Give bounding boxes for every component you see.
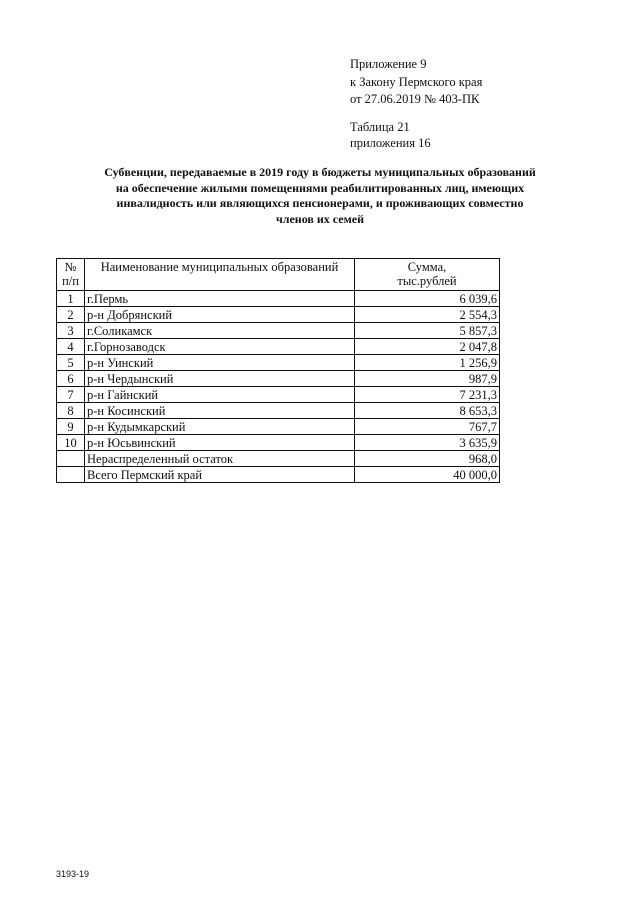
row-name: р-н Гайнский xyxy=(85,387,355,403)
row-name: р-н Кудымкарский xyxy=(85,419,355,435)
header-name: Наименование муниципальных образований xyxy=(85,259,355,291)
row-sum: 987,9 xyxy=(355,371,500,387)
document-code: 3193-19 xyxy=(56,869,90,879)
table-body xyxy=(57,291,500,483)
table-appendix: приложения 16 xyxy=(350,136,431,150)
row-sum: 767,7 xyxy=(355,419,500,435)
row-number: 8 xyxy=(57,403,85,419)
row-number: 1 xyxy=(57,291,85,307)
table-row xyxy=(57,323,500,339)
row-sum: 7 231,3 xyxy=(355,387,500,403)
title-line-3: инвалидность или являющихся пенсионерами, и проживающих совместно xyxy=(116,196,524,210)
row-number: 9 xyxy=(57,419,85,435)
row-sum: 1 256,9 xyxy=(355,355,500,371)
row-name: р-н Чердынский xyxy=(85,371,355,387)
appendix-date: от 27.06.2019 № 403-ПК xyxy=(350,92,480,106)
row-name: Всего Пермский край xyxy=(85,467,355,483)
header-sum xyxy=(355,259,500,291)
document-title xyxy=(40,165,600,227)
table-reference xyxy=(350,119,431,151)
row-sum: 8 653,3 xyxy=(355,403,500,419)
row-number: 10 xyxy=(57,435,85,451)
row-sum: 2 554,3 xyxy=(355,307,500,323)
row-name: р-н Юсьвинский xyxy=(85,435,355,451)
table-row xyxy=(57,419,500,435)
row-sum: 3 635,9 xyxy=(355,435,500,451)
row-number: 5 xyxy=(57,355,85,371)
table-row xyxy=(57,387,500,403)
table-row xyxy=(57,307,500,323)
row-number xyxy=(57,451,85,467)
header-number xyxy=(57,259,85,291)
table-row xyxy=(57,355,500,371)
row-name: р-н Косинский xyxy=(85,403,355,419)
header-sum-line2: тыс.рублей xyxy=(397,274,457,288)
row-name: г.Соликамск xyxy=(85,323,355,339)
row-sum: 968,0 xyxy=(355,451,500,467)
table-row xyxy=(57,467,500,483)
row-name: г.Пермь xyxy=(85,291,355,307)
table-row xyxy=(57,435,500,451)
row-number: 3 xyxy=(57,323,85,339)
table-number: Таблица 21 xyxy=(350,120,410,134)
row-sum: 5 857,3 xyxy=(355,323,500,339)
row-sum: 40 000,0 xyxy=(355,467,500,483)
row-number xyxy=(57,467,85,483)
table-row xyxy=(57,451,500,467)
row-number: 4 xyxy=(57,339,85,355)
appendix-header xyxy=(350,56,482,109)
row-sum: 2 047,8 xyxy=(355,339,500,355)
table-header-row xyxy=(57,259,500,291)
appendix-number: Приложение 9 xyxy=(350,57,427,71)
row-name: Нераспределенный остаток xyxy=(85,451,355,467)
title-line-2: на обеспечение жилыми помещениями реабилитированных лиц, имеющих xyxy=(115,180,525,195)
row-name: г.Горнозаводск xyxy=(85,339,355,355)
row-number: 6 xyxy=(57,371,85,387)
table-row xyxy=(57,403,500,419)
header-sum-line1: Сумма, xyxy=(407,260,447,274)
appendix-law: к Закону Пермского края xyxy=(350,74,483,89)
table-row xyxy=(57,291,500,307)
title-line-1: Субвенции, передаваемые в 2019 году в бюджеты муниципальных образований xyxy=(104,165,536,179)
title-line-4: членов их семей xyxy=(275,211,365,226)
row-number: 7 xyxy=(57,387,85,403)
header-number-line2: п/п xyxy=(62,274,79,288)
subvention-table xyxy=(56,258,500,483)
row-name: р-н Добрянский xyxy=(85,307,355,323)
row-sum: 6 039,6 xyxy=(355,291,500,307)
header-number-line1: № xyxy=(64,260,77,274)
row-number: 2 xyxy=(57,307,85,323)
table-row xyxy=(57,339,500,355)
row-name: р-н Уинский xyxy=(85,355,355,371)
table-row xyxy=(57,371,500,387)
